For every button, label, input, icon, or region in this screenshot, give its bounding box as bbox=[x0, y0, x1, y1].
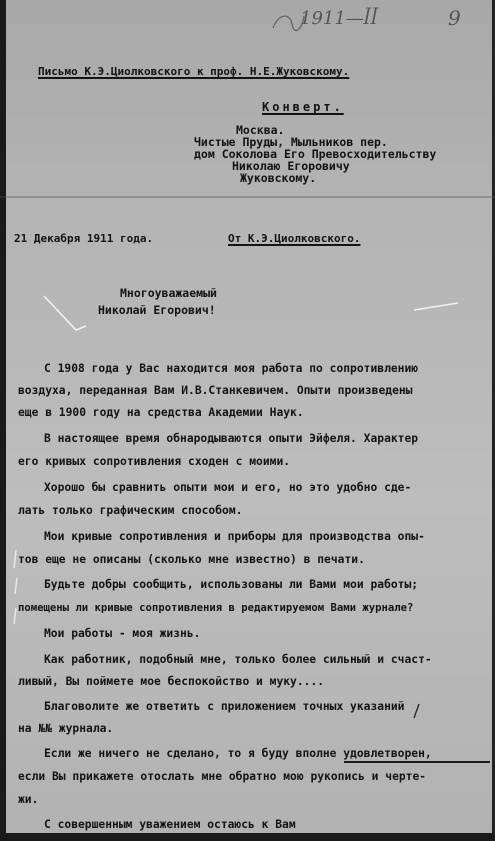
margin-pencil-mark bbox=[410, 702, 424, 720]
body-line: жи. bbox=[18, 793, 39, 806]
body-line: С совершенным уважением остаюсь к Вам bbox=[44, 818, 296, 831]
body-line: Хорошо бы сравнить опыти мои и его, но это удобно сде- bbox=[44, 481, 412, 494]
pencil-stroke-mark bbox=[40, 292, 90, 338]
body-line: еще в 1900 году на средства Академии Наук. bbox=[18, 406, 304, 419]
body-line: тов еще не описаны (сколько мне известно) в печати. bbox=[18, 553, 365, 566]
envelope-line: дом Соколова Его Превосходительству bbox=[194, 147, 437, 161]
body-line: если Вы прикажете отослать мне обратно мою рукопись и черте- bbox=[18, 770, 427, 783]
letter-sender: От К.Э.Циолковского. bbox=[228, 232, 361, 245]
envelope-line: Чистые Пруды, Мыльников пер. bbox=[194, 135, 388, 149]
letter-date: 21 Декабря 1911 года. bbox=[14, 232, 154, 245]
body-line: Будьте добры сообщить, использованы ли Вами мои работы; bbox=[44, 578, 419, 591]
salutation-line: Николай Егорович! bbox=[98, 303, 216, 317]
body-line: Мои кривые сопротивления и приборы для производства опы- bbox=[44, 530, 425, 543]
document-title: Письмо К.Э.Циолковского к проф. Н.Е.Жуковскому. bbox=[38, 65, 350, 78]
envelope-line: Жуковскому. bbox=[240, 171, 317, 185]
text-underline-mark bbox=[344, 761, 490, 763]
pencil-stroke-mark bbox=[412, 300, 462, 314]
body-line: ливый, Вы поймете мое беспокойство и муку.... bbox=[18, 675, 325, 688]
body-line: его кривых сопротивления сходен с моими. bbox=[18, 455, 291, 468]
salutation-line: Многоуважаемый bbox=[120, 286, 217, 300]
body-line: С 1908 года у Вас находится моя работа по сопротивлению bbox=[44, 362, 419, 375]
body-line: В настоящее время обнародываются опыти Эйфеля. Характер bbox=[44, 432, 419, 445]
pencil-scribble-mark bbox=[268, 10, 308, 34]
archive-pencil-number: 9 bbox=[448, 6, 461, 30]
body-line: Мои работы - моя жизнь. bbox=[44, 627, 201, 640]
body-line: лать только графическим способом. bbox=[18, 504, 243, 517]
archive-pencil-mark: 1911—ꟾꟾ bbox=[300, 8, 379, 29]
body-line: на №№ журнала. bbox=[18, 722, 114, 735]
body-line: помещены ли кривые сопротивления в редактируемом Вами журнале? bbox=[18, 602, 414, 614]
envelope-heading: Конверт. bbox=[262, 100, 344, 114]
envelope-line: Николаю Егоровичу bbox=[232, 159, 350, 173]
envelope-line: Москва. bbox=[236, 123, 285, 137]
body-line: воздуха, переданная Вам И.В.Станкевичем. Опыти произведены bbox=[18, 384, 413, 397]
body-line: Если же ничего не сделано, то я буду вполне удовлетворен, bbox=[44, 747, 432, 760]
body-line: Как работник, подобный мне, только более сильный и счаст- bbox=[44, 653, 432, 666]
margin-pencil-mark bbox=[8, 548, 22, 628]
scan-edge-left bbox=[0, 0, 6, 841]
paper-fold-line bbox=[0, 196, 495, 198]
body-line: Благоволите же ответить с приложением точных указаний bbox=[44, 700, 405, 713]
scan-edge-bottom bbox=[0, 833, 495, 841]
